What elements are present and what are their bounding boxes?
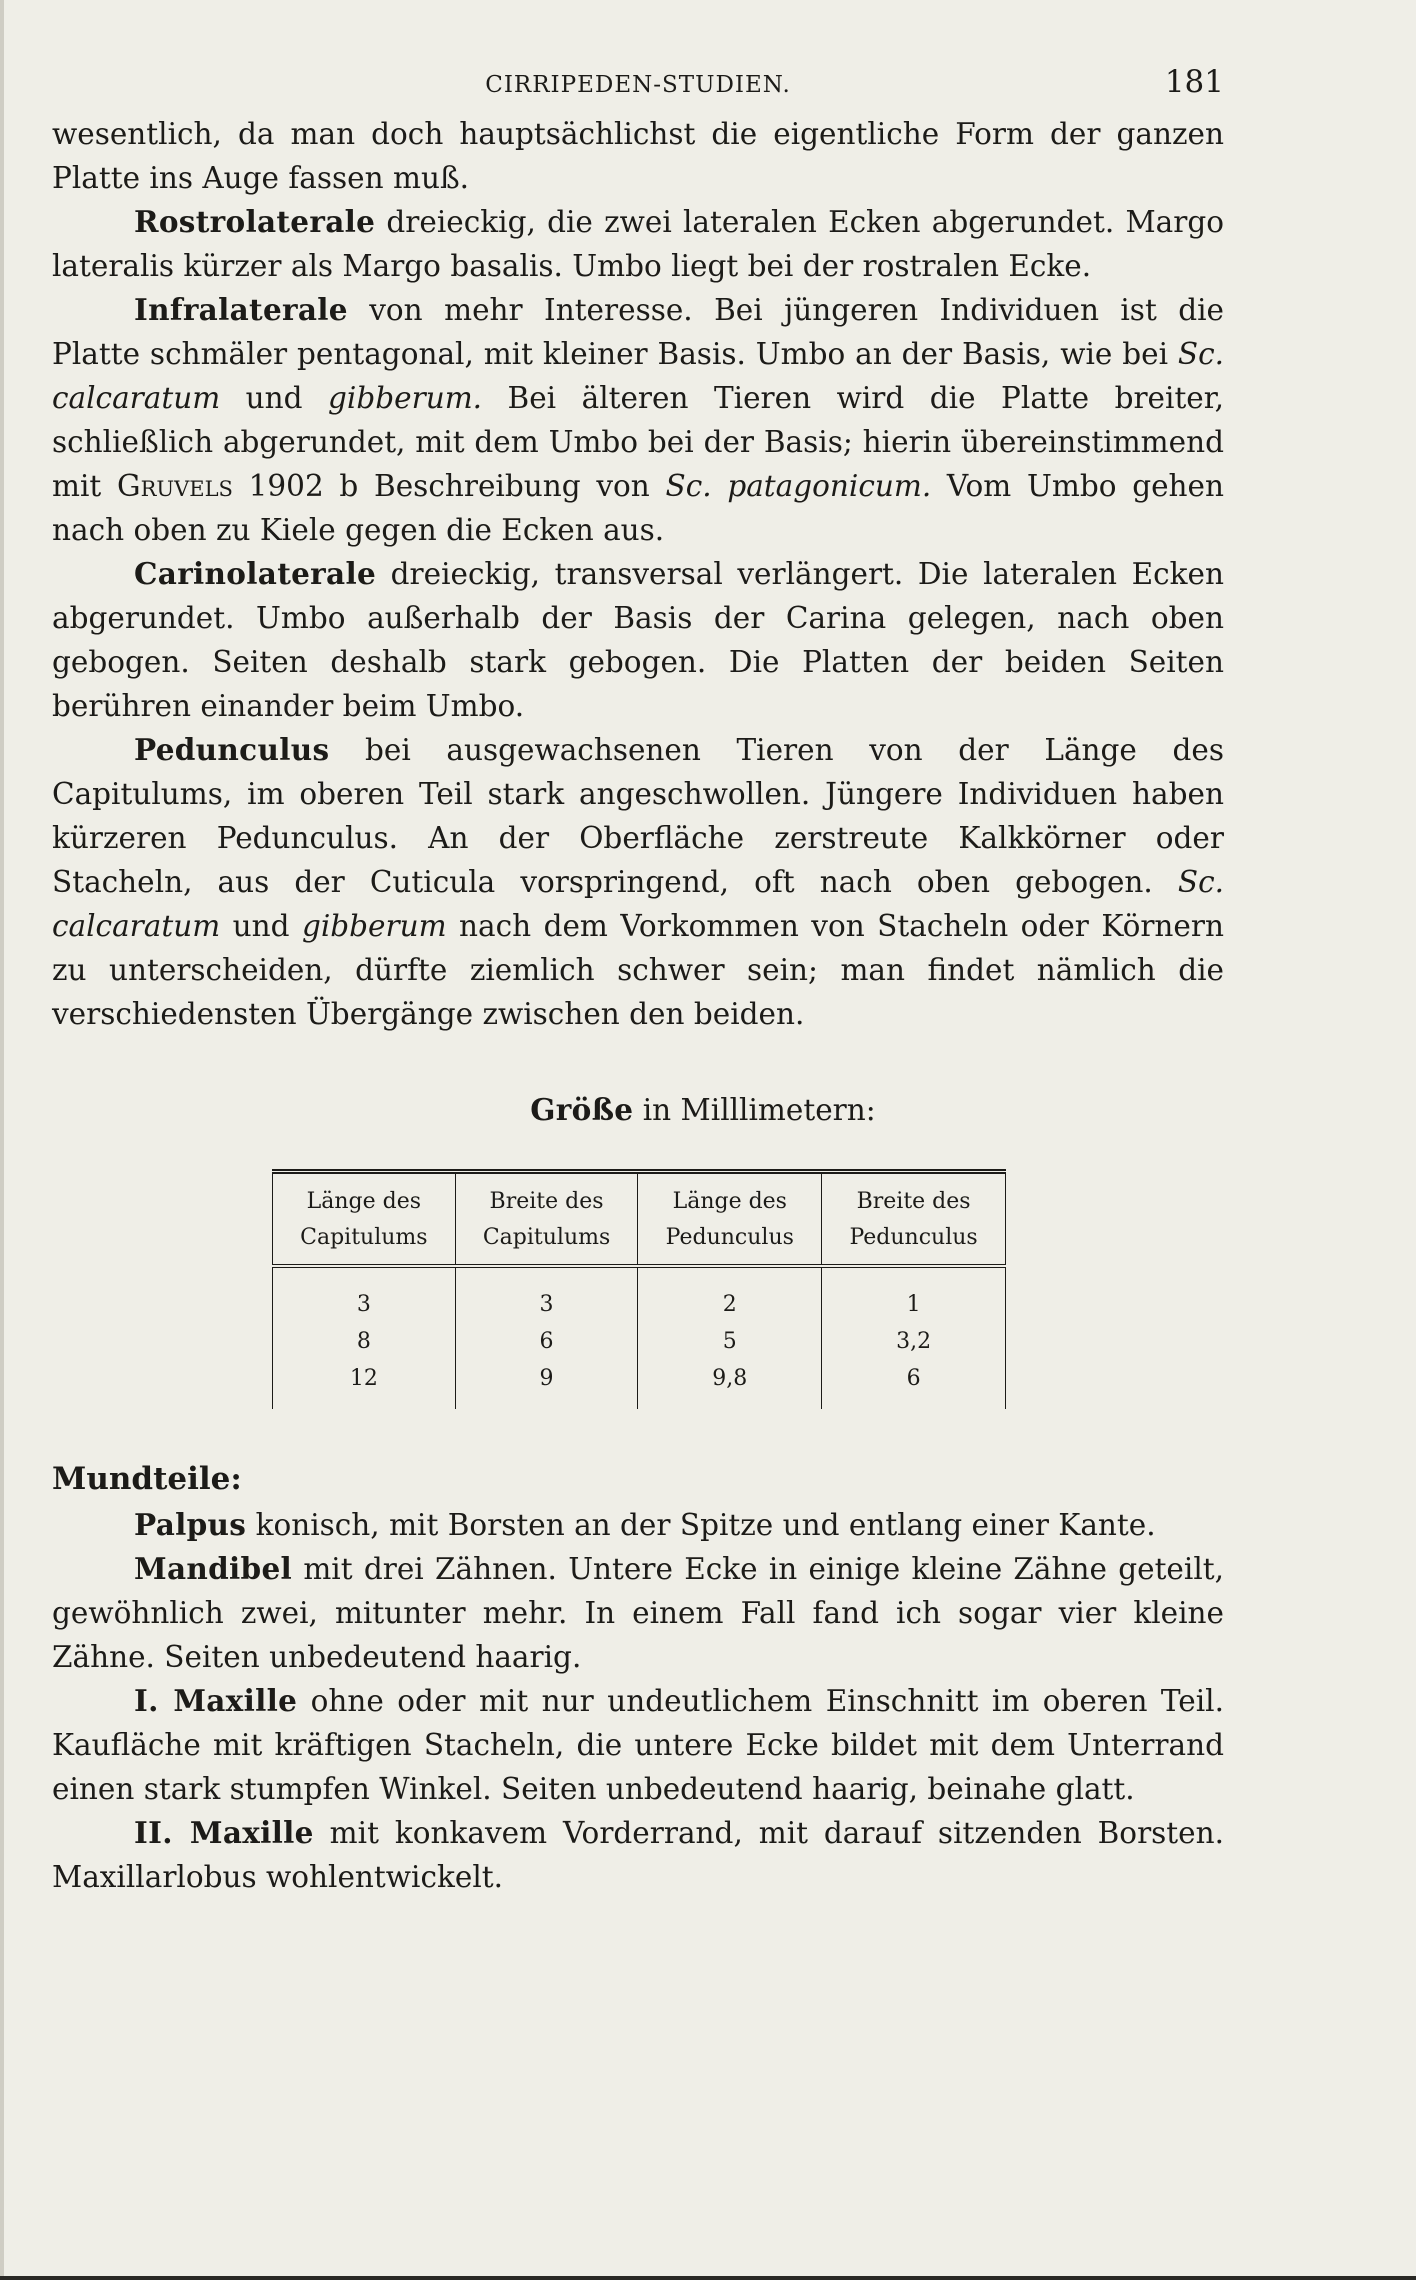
paragraph-text: von mehr Interesse. Bei jüngeren Individuen ist die Platte schmäler pentagonal, mit kleiner Basis. Umbo an der Basis, wie bei [52, 293, 1224, 371]
paragraph-rostrolaterale [52, 200, 1224, 288]
paragraph-infralaterale [52, 288, 1224, 552]
species-name: gibberum [301, 909, 447, 943]
size-table [272, 1169, 1006, 1409]
page-header [52, 60, 1224, 106]
paragraph-text: bei ausgewachsenen Tieren von der Länge des Capitulums, im oberen Teil stark angeschwollen. Jüngere Individuen haben kürzeren Pedunculus. An der Oberfläche zerstreute Kalkkörner oder Stacheln, aus der Cuticula vorspringend, oft nach oben gebogen. [52, 733, 1224, 899]
table-cell: 6 [455, 1323, 638, 1360]
table-row [273, 1266, 1006, 1323]
term-maxille-2: II. Maxille [134, 1815, 314, 1850]
paragraph-text: ohne oder mit nur undeutlichem Einschnitt im oberen Teil. Kaufläche mit kräftigen Stacheln, die untere Ecke bildet mit dem Unterrand einen stark stumpfen Winkel. Seiten unbedeutend haarig, beinahe glatt. [52, 1684, 1224, 1806]
table-title-rest: in Milllimetern: [633, 1093, 876, 1127]
paragraph-carinolaterale [52, 552, 1224, 728]
column-header-line: Breite des [856, 1189, 971, 1214]
table-cell: 12 [273, 1360, 456, 1409]
table-cell: 6 [822, 1360, 1006, 1409]
paragraph-continuation [52, 112, 1224, 200]
paragraph-text: Bei älteren Tieren wird die Platte breiter, schließlich abgerundet, mit dem Umbo bei der Basis; hierin übereinstimmend mit [52, 381, 1224, 503]
column-header-line: Capitulums [300, 1225, 428, 1250]
paragraph-text: nach dem Vorkommen von Stacheln oder Körnern zu unterscheiden, dürfte ziemlich schwer sein; man findet nämlich die verschiedensten Übergänge zwischen den beiden. [52, 909, 1224, 1031]
paragraph-pedunculus [52, 728, 1224, 1036]
term-palpus: Palpus [134, 1507, 247, 1542]
paragraph-text: Vom Umbo gehen nach oben zu Kiele gegen die Ecken aus. [52, 469, 1224, 547]
table-cell: 3,2 [822, 1323, 1006, 1360]
table-cell: 2 [638, 1266, 822, 1323]
column-header [273, 1172, 456, 1267]
table-row [273, 1323, 1006, 1360]
table-header-row [273, 1172, 1006, 1267]
paragraph-text: mit drei Zähnen. Untere Ecke in einige kleine Zähne geteilt, gewöhnlich zwei, mitunter mehr. In einem Fall fand ich sogar vier kleine Zähne. Seiten unbedeutend haarig. [52, 1552, 1224, 1674]
table-title-term: Größe [530, 1092, 634, 1127]
table-cell: 8 [273, 1323, 456, 1360]
term-mandibel: Mandibel [134, 1551, 293, 1586]
column-header-line: Länge des [672, 1189, 787, 1214]
species-name: Sc. calcaratum [52, 865, 1224, 943]
paragraph-text: dreieckig, transversal verlängert. Die lateralen Ecken abgerundet. Umbo außerhalb der Basis der Carina gelegen, nach oben gebogen. Seiten deshalb stark gebogen. Die Platten der beiden Seiten berühren einander beim Umbo. [52, 557, 1224, 723]
paragraph-maxille-1 [52, 1679, 1224, 1811]
section-heading-mundteile: Mundteile: [52, 1461, 242, 1497]
column-header-line: Breite des [489, 1189, 604, 1214]
paragraph-text: 1902 b Beschreibung von [232, 469, 666, 503]
page-number: 181 [1164, 64, 1224, 100]
table-cell: 3 [455, 1266, 638, 1323]
author-name: Gruvels [117, 469, 233, 503]
column-header-line: Pedunculus [665, 1225, 794, 1250]
paragraph-palpus [52, 1503, 1224, 1547]
term-carinolaterale: Carinolaterale [134, 556, 377, 591]
column-header [822, 1172, 1006, 1267]
term-maxille-1: I. Maxille [134, 1683, 298, 1718]
column-header [455, 1172, 638, 1267]
column-header [638, 1172, 822, 1267]
scan-bottom-edge [0, 2276, 1416, 2280]
scan-left-edge [0, 0, 4, 2280]
table-cell: 1 [822, 1266, 1006, 1323]
paragraph-text: mit konkavem Vorderrand, mit darauf sitzenden Borsten. Maxillarlobus wohlentwickelt. [52, 1816, 1224, 1894]
column-header-line: Capitulums [482, 1225, 611, 1250]
running-head: CIRRIPEDEN-STUDIEN. [485, 72, 791, 98]
paragraph-text: und [220, 909, 302, 943]
column-header-line: Pedunculus [849, 1225, 978, 1250]
table-cell: 9 [455, 1360, 638, 1409]
term-rostrolaterale: Rostrolaterale [134, 204, 376, 239]
species-name: gibberum. [328, 381, 483, 415]
column-header-line: Länge des [306, 1189, 422, 1214]
term-pedunculus: Pedunculus [134, 732, 330, 767]
table-cell: 5 [638, 1323, 822, 1360]
paragraph-text: konisch, mit Borsten an der Spitze und entlang einer Kante. [246, 1508, 1156, 1542]
paragraph-text: wesentlich, da man doch hauptsächlichst die eigentliche Form der ganzen Platte ins Auge fassen muß. [52, 117, 1224, 195]
species-name: Sc. patagonicum. [665, 469, 932, 503]
species-name: Sc. calcaratum [52, 337, 1224, 415]
page [52, 60, 1224, 1899]
paragraph-text: und [220, 381, 329, 415]
table-cell: 3 [273, 1266, 456, 1323]
table-title [182, 1092, 1224, 1127]
paragraph-mandibel [52, 1547, 1224, 1679]
paragraph-maxille-2 [52, 1811, 1224, 1899]
paragraph-text: dreieckig, die zwei lateralen Ecken abgerundet. Margo lateralis kürzer als Margo basalis. Umbo liegt bei der rostralen Ecke. [52, 205, 1224, 283]
term-infralaterale: Infralaterale [134, 292, 348, 327]
table-row [273, 1360, 1006, 1409]
table-cell: 9,8 [638, 1360, 822, 1409]
